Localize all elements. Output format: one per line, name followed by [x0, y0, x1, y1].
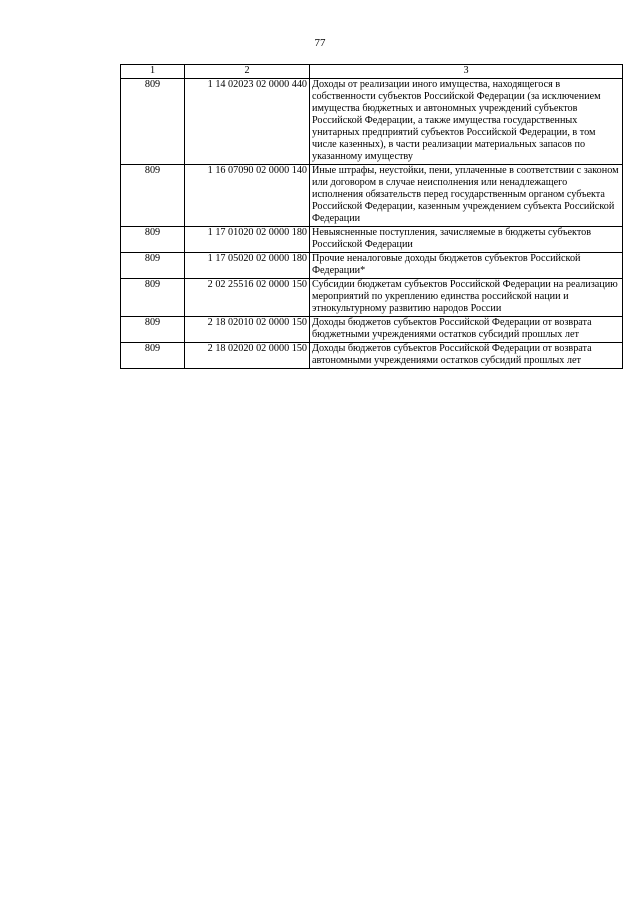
revenue-name: Иные штрафы, неустойки, пени, уплаченные в соответствии с законом или договором в случае неисполнения или ненадлежащего исполнения обязательств перед государственным органом субъекта Российской Федерации, казенным учреждением субъекта Российской Федерации — [310, 165, 623, 227]
table-row — [121, 79, 623, 165]
table-row — [121, 343, 623, 369]
revenue-name: Прочие неналоговые доходы бюджетов субъектов Российской Федерации* — [310, 253, 623, 279]
administrator-code: 809 — [121, 343, 185, 369]
table-row — [121, 279, 623, 317]
revenue-code: 1 17 05020 02 0000 180 — [185, 253, 310, 279]
column-header-2: 2 — [185, 65, 310, 79]
administrator-code: 809 — [121, 165, 185, 227]
budget-revenue-table — [120, 64, 623, 369]
column-header-3: 3 — [310, 65, 623, 79]
revenue-name: Доходы бюджетов субъектов Российской Федерации от возврата автономными учреждениями остатков субсидий прошлых лет — [310, 343, 623, 369]
revenue-name: Субсидии бюджетам субъектов Российской Федерации на реализацию мероприятий по укреплению единства российской нации и этнокультурному развитию народов России — [310, 279, 623, 317]
table-row — [121, 253, 623, 279]
table-row — [121, 227, 623, 253]
administrator-code: 809 — [121, 253, 185, 279]
table-row — [121, 317, 623, 343]
revenue-name: Невыясненные поступления, зачисляемые в бюджеты субъектов Российской Федерации — [310, 227, 623, 253]
revenue-code: 2 18 02020 02 0000 150 — [185, 343, 310, 369]
administrator-code: 809 — [121, 227, 185, 253]
revenue-name: Доходы бюджетов субъектов Российской Федерации от возврата бюджетными учреждениями остатков субсидий прошлых лет — [310, 317, 623, 343]
revenue-code: 2 02 25516 02 0000 150 — [185, 279, 310, 317]
revenue-code: 1 16 07090 02 0000 140 — [185, 165, 310, 227]
table-header-row — [121, 65, 623, 79]
administrator-code: 809 — [121, 317, 185, 343]
page-number: 77 — [314, 37, 326, 49]
administrator-code: 809 — [121, 79, 185, 165]
table-row — [121, 165, 623, 227]
administrator-code: 809 — [121, 279, 185, 317]
revenue-code: 1 14 02023 02 0000 440 — [185, 79, 310, 165]
revenue-code: 1 17 01020 02 0000 180 — [185, 227, 310, 253]
revenue-name: Доходы от реализации иного имущества, находящегося в собственности субъектов Российской Федерации (за исключением имущества бюджетных и автономных учреждений субъектов Российской Федерации, а также имущества государственных унитарных предприятий субъектов Российской Федерации, в том числе казенных), в части реализации материальных запасов по указанному имуществу — [310, 79, 623, 165]
column-header-1: 1 — [121, 65, 185, 79]
revenue-code: 2 18 02010 02 0000 150 — [185, 317, 310, 343]
